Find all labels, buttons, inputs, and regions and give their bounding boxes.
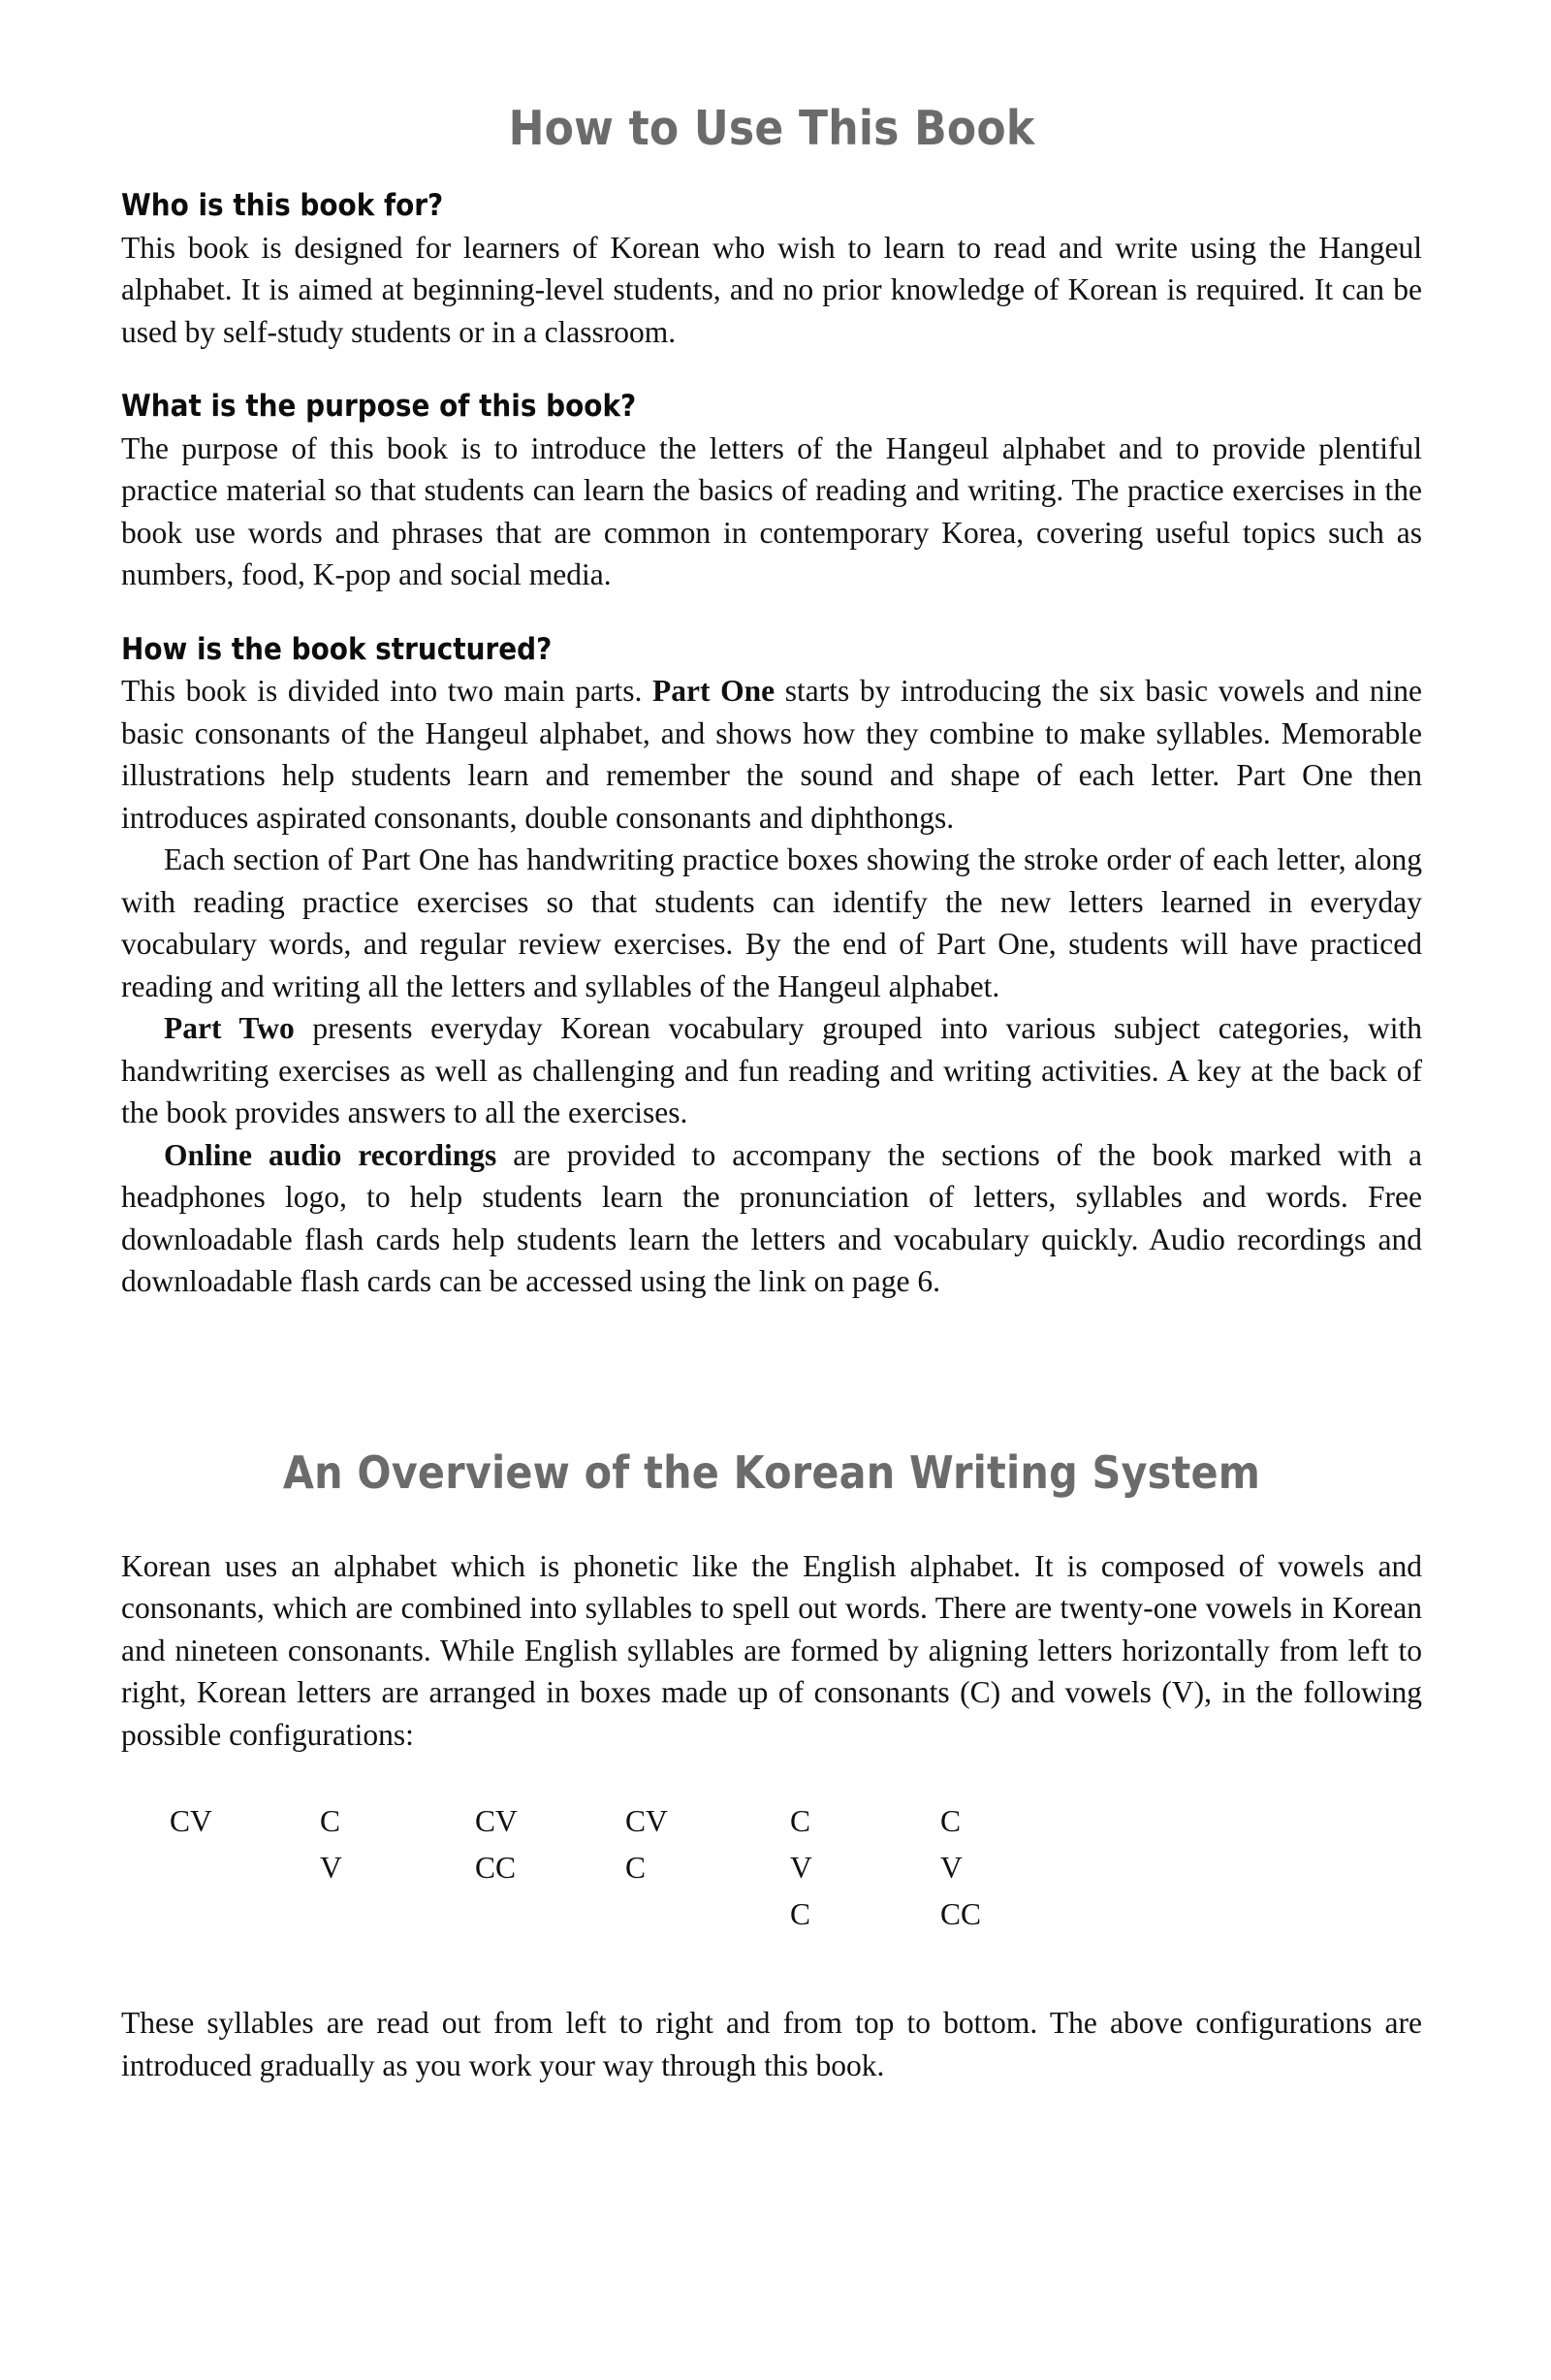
config-column-5 — [790, 1798, 812, 1938]
config-cell: C — [790, 1897, 811, 1932]
page-title-how-to-use: How to Use This Book — [508, 101, 1035, 156]
config-cell: CC — [475, 1851, 517, 1886]
paragraph-rest: are provided to accompany the sections of the book marked with a headphones logo, to help students learn the pronunciation of letters, syllables and words. Free downloadable flash cards help students learn the letters and vocabulary quickly. Audio recordings and downloadable flash cards can be accessed using the link on page 6. — [121, 1137, 1422, 1299]
config-cell: CV — [475, 1804, 518, 1839]
config-cell: C — [790, 1804, 811, 1839]
inline-bold-online-audio-recordings: Online audio recordings — [164, 1137, 497, 1172]
paragraph-lead-plain: This book is divided into two main parts. — [121, 674, 652, 709]
page-title-overview-korean-writing-system: An Overview of the Korean Writing System — [282, 1445, 1261, 1499]
page-content — [121, 0, 1422, 2086]
paragraph-rest: Each section of Part One has handwriting practice boxes showing the stroke order of each letter, along with reading practice exercises so that students can identify the new letters learned in everyday vocabulary words, and regular review exercises. By the end of Part One, students will have practiced reading and writing all the letters and syllables of the Hangeul alphabet. — [121, 842, 1422, 1003]
config-cell: C — [320, 1804, 341, 1839]
config-cell: CV — [625, 1804, 668, 1839]
structure-paragraph-part-one — [121, 670, 1422, 839]
inline-bold-part-one: Part One — [651, 674, 776, 709]
spacer — [121, 353, 1422, 389]
syllable-configuration-table — [121, 1798, 1422, 1942]
section-heading-how-is-the-book-structured: How is the book structured? — [121, 631, 553, 667]
config-cell: CC — [940, 1897, 982, 1932]
spacer — [121, 596, 1422, 632]
overview-closing-paragraph: These syllables are read out from left to right and from top to bottom. The above configurations are introduced gradually as you work your way through this book. — [121, 2006, 1422, 2082]
paragraph-rest: starts by introducing the six basic vowels and nine basic consonants of the Hangeul alphabet, and shows how they combine to make syllables. Memorable illustrations help students learn and remember the sound and shape of each letter. Part One then introduces aspirated consonants, double consonants and diphthongs. — [121, 674, 1423, 835]
config-column-2 — [320, 1798, 342, 1891]
spacer — [121, 1942, 1422, 2002]
paragraph-rest: presents everyday Korean vocabulary grouped into various subject categories, with handwriting exercises as well as challenging and fun reading and writing activities. A key at the back of the book provides answers to all the exercises. — [121, 1011, 1422, 1130]
structure-paragraph-each-section — [121, 839, 1422, 1007]
config-column-1 — [170, 1798, 212, 1845]
inline-bold-part-two: Part Two — [164, 1011, 295, 1046]
overview-intro-paragraph: Korean uses an alphabet which is phonetic like the English alphabet. It is composed of vowels and consonants, which are combined into syllables to spell out words. There are twenty-one vowels in Korean and nineteen consonants. While English syllables are formed by aligning letters horizontally from left to right, Korean letters are arranged in boxes made up of consonants (C) and vowels (V), in the following possible configurations: — [121, 1548, 1422, 1752]
section-heading-purpose-of-this-book: What is the purpose of this book? — [121, 389, 637, 425]
config-cell: CV — [170, 1804, 212, 1839]
section-body-who-is-this-book-for: This book is designed for learners of Korean who wish to learn to read and write using the Hangeul alphabet. It is aimed at beginning-level students, and no prior knowledge of Korean is required. It can be used by self-study students or in a classroom. — [121, 230, 1422, 349]
config-cell: V — [320, 1851, 342, 1886]
section-body-purpose-of-this-book: The purpose of this book is to introduce the letters of the Hangeul alphabet and to provide plentiful practice material so that students can learn the basics of reading and writing. The practice exercises in the book use words and phrases that are common in contemporary Korea, covering useful topics such as numbers, food, K-pop and social media. — [121, 430, 1422, 592]
spacer — [121, 1303, 1422, 1450]
config-cell: V — [790, 1851, 812, 1886]
spacer — [121, 1495, 1422, 1545]
config-cell: V — [940, 1851, 963, 1886]
config-column-3 — [475, 1798, 518, 1891]
structure-paragraph-part-two — [121, 1007, 1422, 1134]
config-cell: C — [625, 1851, 647, 1886]
config-cell: C — [940, 1804, 962, 1839]
config-column-6 — [940, 1798, 981, 1938]
config-column-4 — [625, 1798, 668, 1891]
section-heading-who-is-this-book-for: Who is this book for? — [121, 188, 444, 223]
spacer — [121, 152, 1422, 188]
structure-paragraph-online-audio — [121, 1134, 1422, 1303]
